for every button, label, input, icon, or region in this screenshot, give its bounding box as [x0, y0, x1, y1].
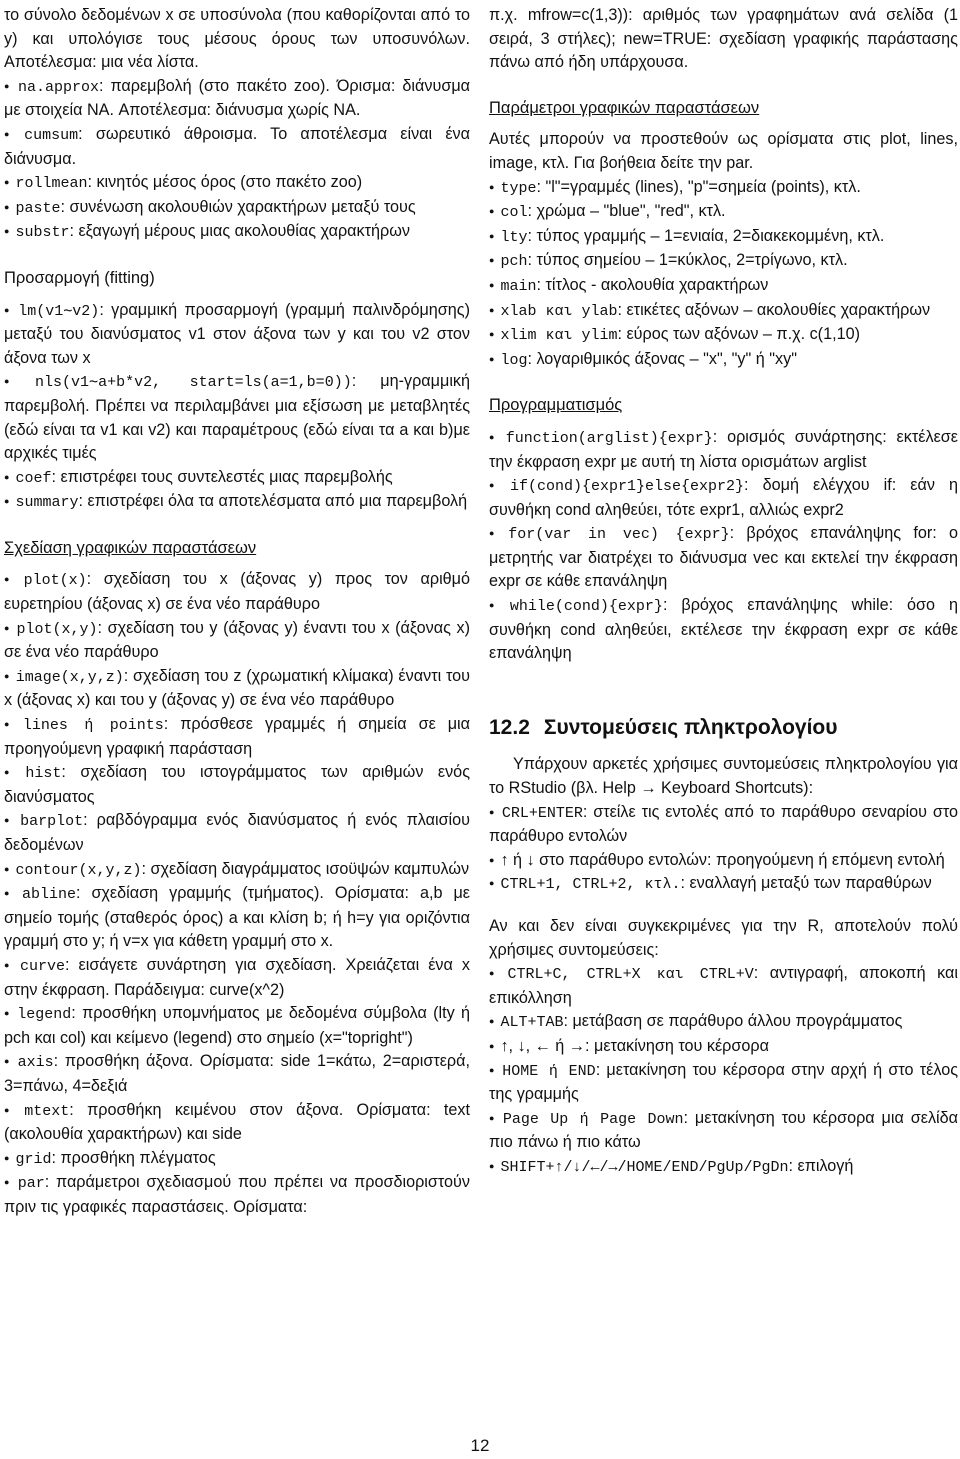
item-page: ● Page Up ή Page Down: μετακίνηση του κέρσορα μια σελίδα πιο πάνω ή πιο κάτω	[489, 1107, 958, 1155]
item-par: ● par: παράμετροι σχεδιασμού που πρέπει να προσδιοριστούν πριν τις γραφικές παραστάσεις. Ορίσματα:	[4, 1171, 470, 1219]
item-contour: ● contour(x,y,z): σχεδίαση διαγράμματος ισοϋψών καμπυλών	[4, 858, 470, 883]
item-axis: ● axis: προσθήκη άξονα. Ορίσματα: side 1=κάτω, 2=αριστερά, 3=πάνω, 4=δεξιά	[4, 1050, 470, 1098]
item-ctrl-num: ● CTRL+1, CTRL+2, κτλ.: εναλλαγή μεταξύ των παραθύρων	[489, 872, 958, 897]
item-plot-x: ● plot(x): σχεδίαση του x (άξονας y) προς τον αριθμό ευρετηρίου (άξονας x) σε ένα νέο παράθυρο	[4, 568, 470, 616]
item-arrows: ● ↑ ή ↓ στο παράθυρο εντολών: προηγούμενη ή επόμενη εντολή	[489, 849, 958, 873]
item-summary: ● summary: επιστρέφει όλα τα αποτελέσματα από μια παρεμβολή	[4, 490, 470, 515]
programming-heading: Προγραμματισμός	[489, 396, 623, 415]
item-copy: ● CTRL+C, CTRL+X και CTRL+V: αντιγραφή, αποκοπή και επικόλληση	[489, 962, 958, 1010]
item-arrows-all: ● ↑, ↓, ← ή →: μετακίνηση του κέρσορα	[489, 1035, 958, 1059]
item-main: ● main: τίτλος - ακολουθία χαρακτήρων	[489, 274, 958, 299]
item-lm: ● lm(v1∼v2): γραμμική προσαρμογή (γραμμή παλινδρόμησης) μεταξύ του διανύσματος v1 στον άξονα των y και του v2 στον άξονα των x	[4, 299, 470, 371]
item-substr: ● substr: εξαγωγή μέρους μιας ακολουθίας χαρακτήρων	[4, 220, 470, 245]
item-rollmean: ● rollmean: κινητός μέσος όρος (στο πακέτο zoo)	[4, 171, 470, 196]
item-ctrl-enter: ● CRL+ENTER: στείλε τις εντολές από το παράθυρο σεναρίου στο παράθυρο εντολών	[489, 801, 958, 849]
left-column	[4, 4, 470, 1220]
item-log: ● log: λογαριθμικός άξονας – "x", "y" ή "xy"	[489, 348, 958, 373]
item-hist: ● hist: σχεδίαση του ιστογράμματος των αριθμών ενός διανύσματος	[4, 761, 470, 809]
params-intro: Αυτές μπορούν να προστεθούν ως ορίσματα στις plot, lines, image, κτλ. Για βοήθεια δείτε την par.	[489, 130, 958, 172]
item-mtext: ● mtext: προσθήκη κειμένου στον άξονα. Ορίσματα: text (ακολουθία χαρακτήρων) και side	[4, 1099, 470, 1147]
general-intro: Αν και δεν είναι συγκεκριμένες για την R, αποτελούν πολύ χρήσιμες συντομεύσεις:	[489, 917, 958, 959]
item-cumsum: ● cumsum: σωρευτικό άθροισμα. Το αποτέλεσμα είναι ένα διάνυσμα.	[4, 123, 470, 171]
item-legend: ● legend: προσθήκη υπομνήματος με δεδομένα σύμβολα (lty ή pch και col) και κείμενο (legend) στο σημείο (x="topright")	[4, 1002, 470, 1050]
item-shift: ● SHIFT+↑/↓/←/→/HOME/END/PgUp/PgDn: επιλογή	[489, 1155, 958, 1180]
section-heading: 12.2 Συντομεύσεις πληκτρολογίου	[489, 715, 838, 739]
intro-paragraph: το σύνολο δεδομένων x σε υποσύνολα (που καθορίζονται από το y) και υπολόγισε τους μέσους όρους των υποσυνόλων. Αποτέλεσμα: μια νέα λίστα.	[4, 6, 470, 72]
item-lines-points: ● lines ή points: πρόσθεσε γραμμές ή σημεία σε μια προηγούμενη γραφική παράσταση	[4, 713, 470, 761]
item-grid: ● grid: προσθήκη πλέγματος	[4, 1147, 470, 1172]
par-continuation: π.χ. mfrow=c(1,3)): αριθμός των γραφημάτων ανά σελίδα (1 σειρά, 3 στήλες); new=TRUE: σχεδίαση γραφικής παράστασης πάνω από ήδη υπάρχουσα.	[489, 6, 958, 72]
item-curve: ● curve: εισάγετε συνάρτηση για σχεδίαση. Χρειάζεται ένα x στην έκφραση. Παράδειγμα: curve(x^2)	[4, 954, 470, 1002]
item-pch: ● pch: τύπος σημείου – 1=κύκλος, 2=τρίγωνο, κτλ.	[489, 249, 958, 274]
right-column	[489, 4, 958, 1180]
item-plot-xy: ● plot(x,y): σχεδίαση του y (άξονας y) έναντι του x (άξονας x) σε ένα νέο παράθυρο	[4, 617, 470, 665]
item-barplot: ● barplot: ραβδόγραμμα ενός διανύσματος ή ενός πλαισίου δεδομένων	[4, 809, 470, 857]
item-xlab: ● xlab και ylab: ετικέτες αξόνων – ακολουθίες χαρακτήρων	[489, 299, 958, 324]
graphics-heading: Σχεδίαση γραφικών παραστάσεων	[4, 538, 257, 557]
params-heading: Παράμετροι γραφικών παραστάσεων	[489, 98, 760, 117]
item-paste: ● paste: συνένωση ακολουθιών χαρακτήρων μεταξύ τους	[4, 196, 470, 221]
item-alttab: ● ALT+TAB: μετάβαση σε παράθυρο άλλου προγράμματος	[489, 1010, 958, 1035]
shortcuts-intro: Υπάρχουν αρκετές χρήσιμες συντομεύσεις πληκτρολογίου για το RStudio (βλ. Help → Keyboard Shortcuts):	[489, 755, 958, 798]
item-image: ● image(x,y,z): σχεδίαση του z (χρωματική κλίμακα) έναντι του x (άξονας x) και του y (άξονας y) σε ένα νέο παράθυρο	[4, 665, 470, 713]
fitting-heading: Προσαρμογή (fitting)	[4, 268, 155, 287]
page-number: 12	[470, 1436, 490, 1455]
item-type: ● type: "l"=γραμμές (lines), "p"=σημεία (points), κτλ.	[489, 176, 958, 201]
item-xlim: ● xlim και ylim: εύρος των αξόνων – π.χ. c(1,10)	[489, 323, 958, 348]
item-while: ● while(cond){expr}: βρόχος επανάληψης while: όσο η συνθήκη cond αληθεύει, εκτέλεσε την έκφραση expr σε κάθε επανάληψη	[489, 594, 958, 666]
item-home-end: ● HOME ή END: μετακίνηση του κέρσορα στην αρχή ή στο τέλος της γραμμής	[489, 1059, 958, 1107]
item-na-approx: ● na.approx: παρεμβολή (στο πακέτο zoo). Όρισμα: διάνυσμα με στοιχεία NA. Αποτέλεσμα: διάνυσμα χωρίς NA.	[4, 75, 470, 123]
item-if: ● if(cond){expr1}else{expr2}: δομή ελέγχου if: εάν η συνθήκη cond αληθεύει, τότε expr1, αλλιώς expr2	[489, 474, 958, 522]
item-function: ● function(arglist){expr}: ορισμός συνάρτησης: εκτέλεσε την έκφραση expr με αυτή τη λίστα ορισμάτων arglist	[489, 426, 958, 474]
item-abline: ● abline: σχεδίαση γραμμής (τμήματος). Ορίσματα: a,b με σημείο τομής (σταθερός όρος) a και κλίση b; ή h=y για οριζόντια γραμμή στο y; ή v=x για κάθετη γραμμή στο x.	[4, 882, 470, 954]
item-for: ● for(var in vec) {expr}: βρόχος επανάληψης for: ο μετρητής var διατρέχει το διάνυσμα vec και εκτελεί την έκφραση expr σε κάθε επανάληψη	[489, 522, 958, 594]
item-col: ● col: χρώμα – "blue", "red", κτλ.	[489, 200, 958, 225]
item-coef: ● coef: επιστρέφει τους συντελεστές μιας παρεμβολής	[4, 466, 470, 491]
item-lty: ● lty: τύπος γραμμής – 1=ενιαία, 2=διακεκομμένη, κτλ.	[489, 225, 958, 250]
item-nls: ● nls(v1∼a+b*v2, start=ls(a=1,b=0)): μη-γραμμική παρεμβολή. Πρέπει να περιλαμβάνει μια εξίσωση με μεταβλητές (εδώ είναι τα v1 και v2) και παραμέτρους (εδώ είναι τα a και b)με αρχικές τιμές	[4, 370, 470, 465]
